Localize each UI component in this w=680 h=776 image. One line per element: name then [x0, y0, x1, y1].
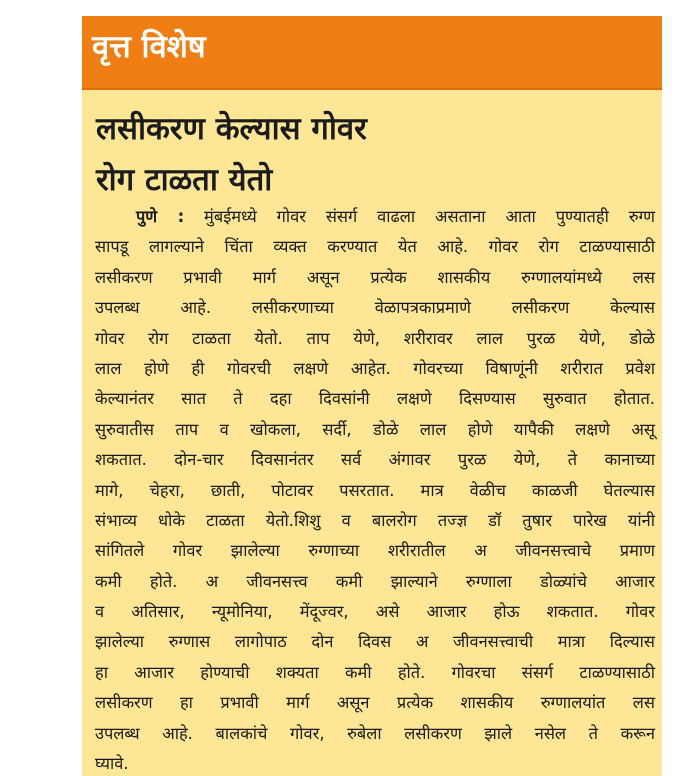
body-line: हा आजार होण्याची शक्यता कमी होते. गोवरचा संसर्ग टाळण्यासाठी	[95, 662, 655, 682]
body-line: सुरुवातीस ताप व खोकला, सर्दी, डोळे लाल होणे यापैकी लक्षणे असू	[95, 419, 655, 439]
body-line: व अतिसार, न्यूमोनिया, मेंदूज्वर, असे आजार होऊ शकतात. गोवर	[95, 602, 655, 622]
body-line: मागे, चेहरा, छाती, पोटावर पसरतात. मात्र वेळीच काळजी घेतल्यास	[95, 480, 655, 500]
body-line: सांगितले गोवर झालेल्या रुग्णाच्या शरीरातील अ जीवनसत्त्वाचे प्रमाण	[95, 541, 655, 561]
body-line: घ्यावे.	[95, 754, 129, 774]
article-dateline: पुणे :	[136, 207, 185, 226]
body-line-text: मुंबईमध्ये गोवर संसर्ग वाढला असताना आता पुण्यातही रुग्ण	[204, 207, 655, 226]
news-clipping	[82, 16, 662, 776]
body-line: केल्यानंतर सात ते दहा दिवसांनी लक्षणे दिसण्यास सुरुवात होतात.	[95, 389, 655, 409]
body-line: शकतात. दोन-चार दिवसानंतर सर्व अंगावर पुरळ येणे, ते कानाच्या	[95, 450, 655, 470]
body-line: उपलब्ध आहे. लसीकरणाच्या वेळापत्रकाप्रमाणे लसीकरण केल्यास	[95, 298, 655, 318]
body-line	[82, 202, 662, 232]
section-header-bar	[82, 16, 662, 90]
body-line: सापडू लागल्याने चिंता व्यक्त करण्यात येत आहे. गोवर रोग टाळण्यासाठी	[95, 237, 655, 257]
body-line: लसीकरण हा प्रभावी मार्ग असून प्रत्येक शासकीय रुग्णालयांत लस	[95, 693, 655, 713]
article-headline	[96, 104, 656, 206]
headline-line: रोग टाळता येतो	[96, 162, 273, 198]
headline-line: लसीकरण केल्यास गोवर	[96, 111, 367, 147]
section-title: वृत्त विशेष	[92, 29, 206, 65]
body-line: उपलब्ध आहे. बालकांचे गोवर, रुबेला लसीकरण झाले नसेल ते करून	[95, 723, 655, 743]
body-line: लसीकरण प्रभावी मार्ग असून प्रत्येक शासकीय रुग्णालयांमध्ये लस	[95, 267, 655, 287]
body-line: कमी होते. अ जीवनसत्त्व कमी झाल्याने रुग्णाला डोळ्यांचे आजार	[95, 571, 655, 591]
body-line: गोवर रोग टाळता येतो. ताप येणे, शरीरावर लाल पुरळ येणे, डोळे	[95, 328, 655, 348]
body-line: लाल होणे ही गोवरची लक्षणे आहेत. गोवरच्या विषाणूंनी शरीरात प्रवेश	[95, 358, 655, 378]
body-line: झालेल्या रुग्णास लागोपाठ दोन दिवस अ जीवनसत्त्वाची मात्रा दिल्यास	[95, 632, 655, 652]
article-body	[82, 202, 662, 776]
body-line: संभाव्य धोके टाळता येतो.शिशु व बालरोग तज्ज्ञ डॉ तुषार पारेख यांनी	[95, 510, 655, 530]
